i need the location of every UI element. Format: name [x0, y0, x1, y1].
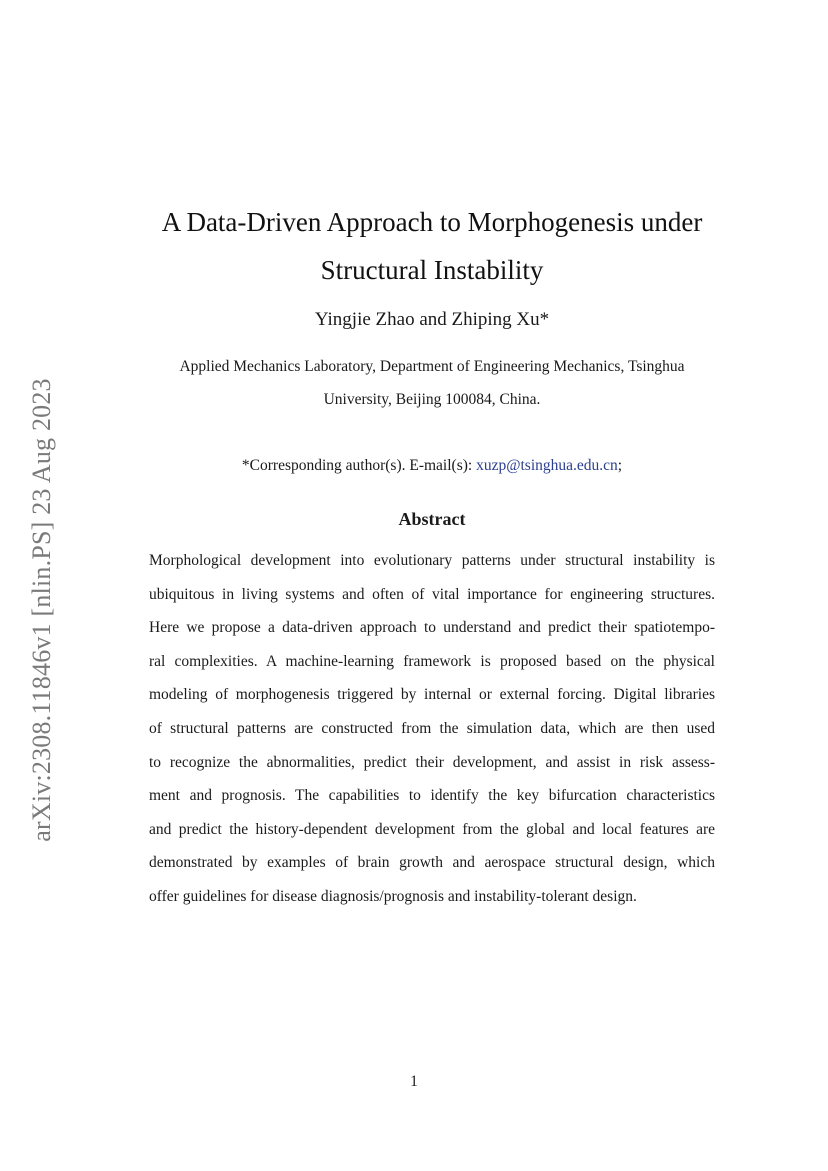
abstract-line: Here we propose a data-driven approach to understand and predict their spatiotempo-	[149, 619, 715, 637]
page-number: 1	[410, 1073, 418, 1090]
paper-title	[140, 198, 724, 294]
affiliation-line-2: University, Beijing 100084, China.	[323, 391, 541, 408]
email-link[interactable]: xuzp@tsinghua.edu.cn	[476, 457, 618, 474]
abstract-line: of structural patterns are constructed from the simulation data, which are then used	[149, 719, 715, 737]
abstract-line: ment and prognosis. The capabilities to identify the key bifurcation characteristics	[149, 787, 715, 805]
abstract-line: modeling of morphogenesis triggered by internal or external forcing. Digital libraries	[149, 686, 715, 704]
abstract-line: offer guidelines for disease diagnosis/prognosis and instability-tolerant design.	[149, 887, 637, 905]
corresponding-suffix: ;	[617, 457, 623, 474]
arxiv-identifier[interactable]: arXiv:2308.11846v1 [nlin.PS] 23 Aug 2023	[27, 378, 56, 842]
abstract-line: demonstrated by examples of brain growth and aerospace structural design, which	[149, 854, 715, 872]
abstract-line: Morphological development into evolutionary patterns under structural instability is	[149, 552, 715, 569]
corresponding-label: *Corresponding author(s). E-mail(s):	[241, 457, 477, 474]
title-line-2: Structural Instability	[320, 255, 544, 285]
abstract-heading: Abstract	[398, 509, 466, 529]
abstract-line: ubiquitous in living systems and often of vital importance for engineering structures.	[149, 585, 715, 603]
author-list: Yingjie Zhao and Zhiping Xu*	[314, 309, 550, 330]
abstract-body	[149, 544, 715, 914]
corresponding-author	[140, 454, 724, 478]
abstract-line: to recognize the abnormalities, predict their development, and assist in risk assess-	[149, 753, 715, 771]
abstract-line: ral complexities. A machine-learning framework is proposed based on the physical	[149, 652, 715, 670]
affiliation-line-1: Applied Mechanics Laboratory, Department of Engineering Mechanics, Tsinghua	[179, 358, 685, 375]
affiliation	[150, 350, 714, 416]
abstract-line: and predict the history-dependent development from the global and local features are	[149, 820, 715, 838]
title-line-1: A Data-Driven Approach to Morphogenesis under	[161, 207, 703, 237]
